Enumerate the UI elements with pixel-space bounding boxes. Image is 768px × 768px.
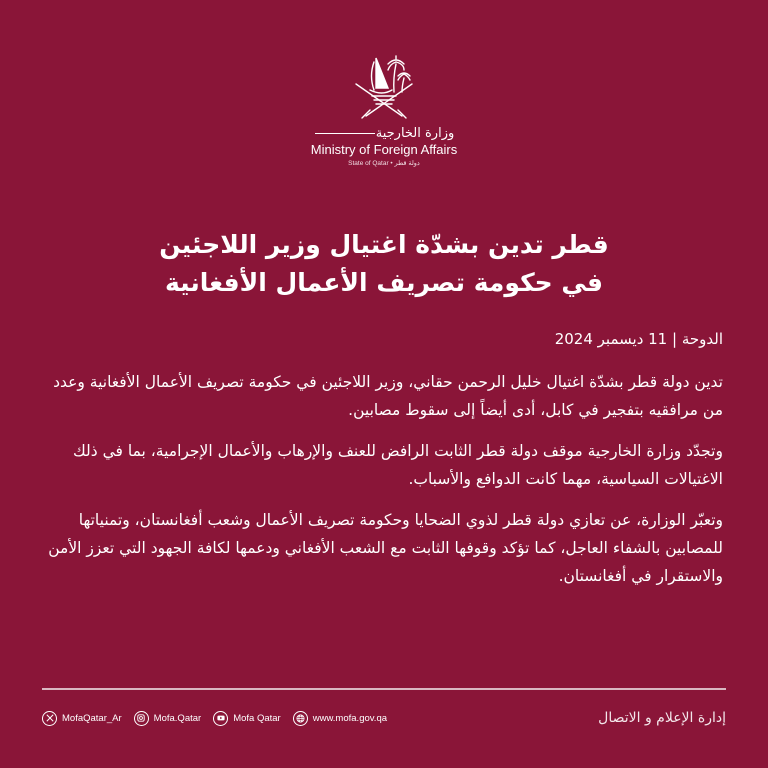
social-instagram[interactable]	[134, 711, 202, 726]
state-of-qatar: State of Qatar • دولة قطر	[348, 160, 420, 167]
ministry-ar-text: وزارة الخارجية	[375, 126, 455, 141]
social-x[interactable]	[42, 711, 122, 726]
social-label: www.mofa.gov.qa	[312, 712, 388, 724]
paragraph: تدين دولة قطر بشدّة اغتيال خليل الرحمن حقاني، وزير اللاجئين في حكومة تصريف الأعمال الأفغانية وعدد من مرافقيه بتفجير في كابل، أدى أيضاً إلى سقوط مصابين.	[53, 373, 723, 419]
ministry-name-arabic	[314, 126, 455, 141]
x-icon	[42, 711, 57, 726]
headline	[60, 226, 708, 302]
social-youtube[interactable]	[213, 711, 281, 726]
dateline: الدوحة | 11 ديسمبر 2024	[554, 330, 723, 348]
social-links	[42, 711, 387, 726]
ministry-logo	[0, 52, 768, 167]
headline-line-1: قطر تدين بشدّة اغتيال وزير اللاجئين	[159, 230, 609, 259]
footer-divider	[42, 688, 726, 690]
footer	[42, 706, 726, 730]
statement-body	[45, 368, 723, 603]
qatar-emblem-icon	[352, 52, 416, 124]
paragraph: وتعبّر الوزارة، عن تعازي دولة قطر لذوي الضحايا وحكومة تصريف الأعمال وشعب أفغانستان، وتمنياتها للمصابين بالشفاء العاجل، كما تؤكد وقوفها الثابت مع الشعب الأفغاني ودعمها لكافة الجهود التي تعزز الأمن والاستقرار في أفغانستان.	[48, 511, 723, 585]
social-label: Mofa.Qatar	[153, 712, 202, 724]
instagram-icon	[134, 711, 149, 726]
paragraph: وتجدّد وزارة الخارجية موقف دولة قطر الثابت الرافض للعنف والإرهاب والأعمال الإجرامية، بما في ذلك الاغتيالات السياسية، مهما كانت الدوافع والأسباب.	[72, 442, 723, 488]
website-link[interactable]	[293, 711, 387, 726]
youtube-icon	[213, 711, 228, 726]
globe-icon	[293, 711, 308, 726]
headline-line-2: في حكومة تصريف الأعمال الأفغانية	[165, 268, 603, 297]
decorative-line	[315, 133, 375, 135]
social-label: MofaQatar_Ar	[62, 712, 122, 724]
department-name: إدارة الإعلام و الاتصال	[598, 710, 726, 726]
ministry-name-english: Ministry of Foreign Affairs	[310, 142, 458, 157]
social-label: Mofa Qatar	[233, 712, 281, 724]
